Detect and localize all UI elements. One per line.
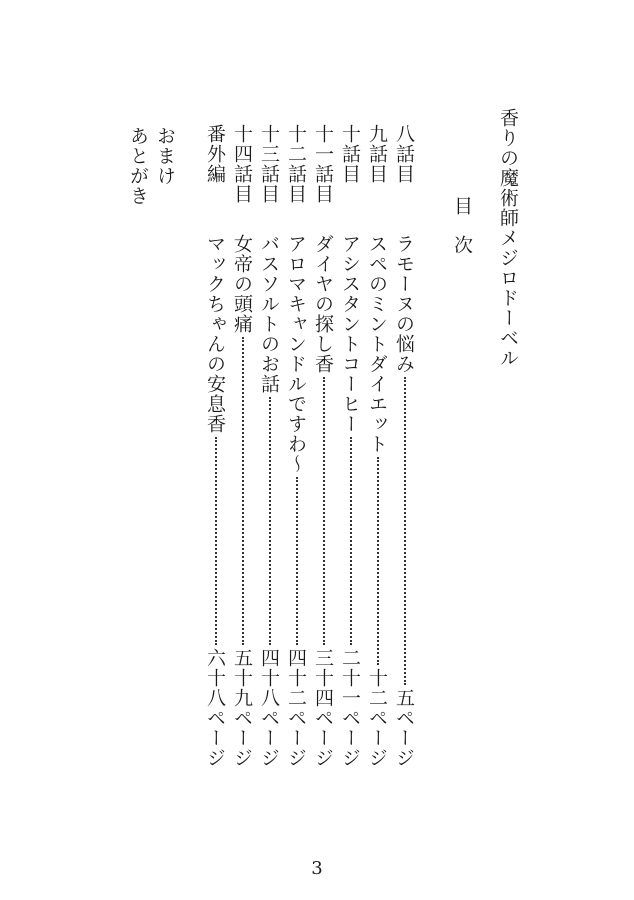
toc-extra-afterword[interactable]: あとがき <box>127 126 149 206</box>
chapter-page: 十二ページ <box>366 668 388 768</box>
toc-entry[interactable] <box>205 108 227 768</box>
chapter-title: アロマキャンドルですわ〜 <box>285 234 307 474</box>
chapter-title: ダイヤの探し香 <box>312 234 334 374</box>
toc-entry[interactable] <box>286 108 308 768</box>
dot-leader <box>242 337 244 645</box>
chapter-number: 十一話目 <box>312 124 334 204</box>
toc-entry[interactable] <box>340 108 362 768</box>
page-number: 3 <box>311 858 323 879</box>
toc-entry[interactable] <box>259 108 281 768</box>
chapter-number: 十四話目 <box>231 124 253 204</box>
dot-leader <box>377 457 379 665</box>
dot-leader <box>350 437 352 645</box>
chapter-page: 二十一ページ <box>339 648 361 768</box>
chapter-number: 十話目 <box>339 124 361 184</box>
chapter-page: 三十四ページ <box>312 648 334 768</box>
chapter-title: バスソルトのお話 <box>258 234 280 394</box>
dot-leader <box>296 477 298 645</box>
chapter-page: 五十九ページ <box>231 648 253 768</box>
dot-leader <box>404 377 406 685</box>
chapter-number: 十二話目 <box>285 124 307 204</box>
toc-extra-omake[interactable]: おまけ <box>154 126 176 186</box>
toc-entry[interactable] <box>367 108 389 768</box>
toc-entry[interactable] <box>313 108 335 768</box>
chapter-title: マックちゃんの安息香 <box>204 234 226 434</box>
chapter-page: 四十八ページ <box>258 648 280 768</box>
chapter-title: 女帝の頭痛 <box>231 234 253 334</box>
chapter-page: 五ページ <box>393 688 415 768</box>
chapter-number: 八話目 <box>393 124 415 184</box>
dot-leader <box>323 377 325 645</box>
toc-heading: 目次 <box>451 196 473 274</box>
book-title: 香りの魔術師メジロドーベル <box>497 108 519 368</box>
chapter-number: 番外編 <box>204 124 226 184</box>
toc-entry[interactable] <box>232 108 254 768</box>
chapter-title: スペのミントダイエット <box>366 234 388 454</box>
chapter-title: アシスタントコーヒー <box>339 234 361 434</box>
chapter-number: 十三話目 <box>258 124 280 204</box>
chapter-page: 四十二ページ <box>285 648 307 768</box>
chapter-title: ラモーヌの悩み <box>393 234 415 374</box>
dot-leader <box>215 437 217 645</box>
dot-leader <box>269 397 271 645</box>
chapter-page: 六十八ページ <box>204 648 226 768</box>
toc-entry[interactable] <box>394 108 416 768</box>
chapter-number: 九話目 <box>366 124 388 184</box>
